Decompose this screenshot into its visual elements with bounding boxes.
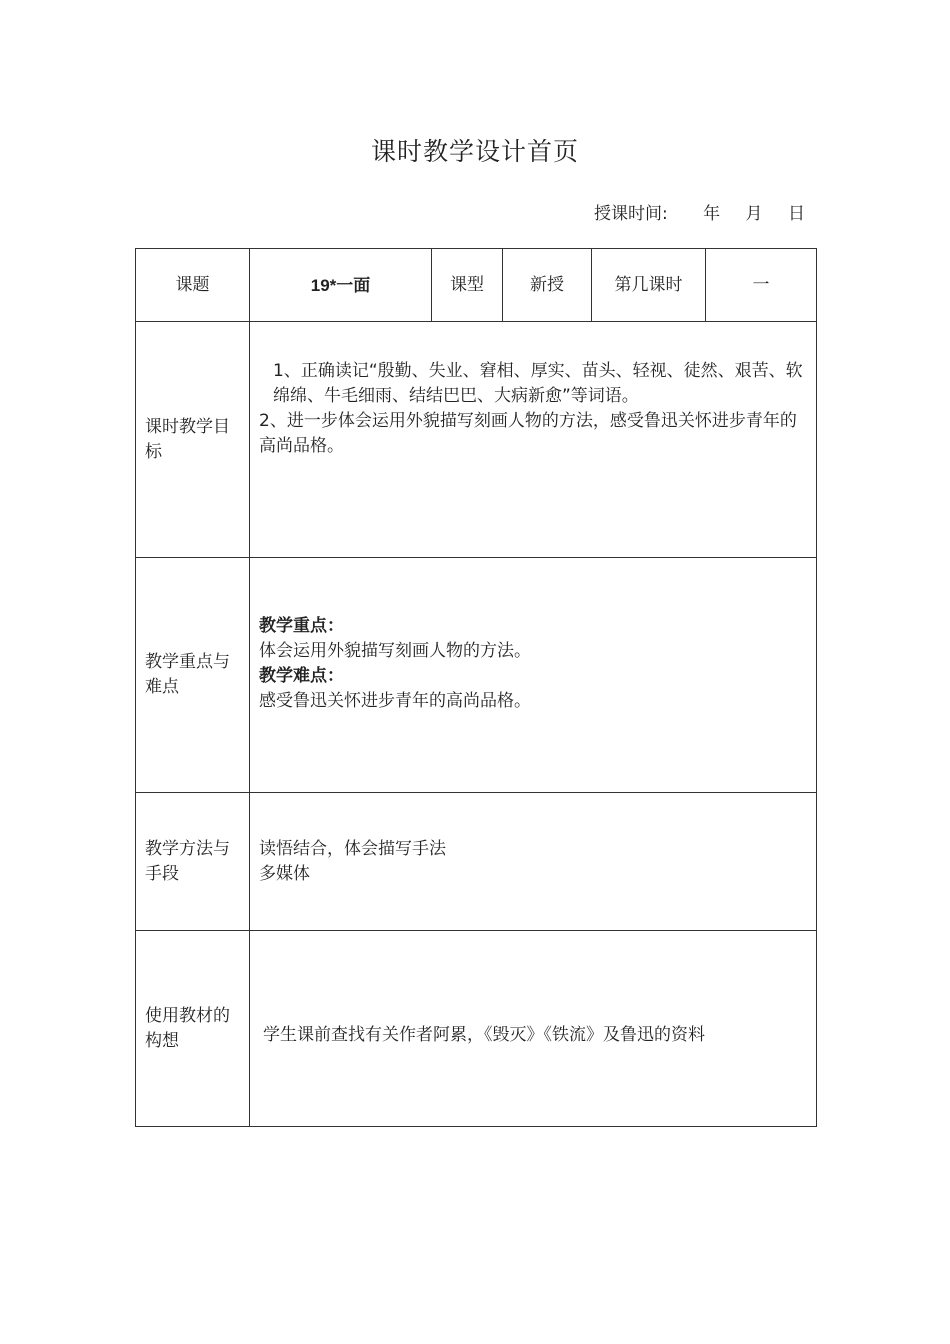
- date-day-unit: 日: [787, 204, 805, 224]
- topic-label: 课题: [136, 249, 250, 322]
- method-line-1: 读悟结合，体会描写手法: [259, 838, 446, 859]
- header-row: [136, 249, 817, 322]
- teaching-date-line: [594, 199, 805, 224]
- methods-content: [250, 793, 817, 931]
- key-points-content: [250, 558, 817, 793]
- period-value: 一: [706, 249, 817, 322]
- date-label: 授课时间:: [594, 204, 668, 224]
- methods-label: 教学方法与手段: [136, 793, 250, 931]
- date-year-unit: 年: [703, 204, 721, 224]
- materials-row: [136, 931, 817, 1127]
- lesson-type-value: 新授: [503, 249, 592, 322]
- method-line-2: 多媒体: [259, 863, 310, 884]
- goals-content: [250, 322, 817, 558]
- period-label: 第几课时: [592, 249, 706, 322]
- focus-heading: 教学重点：: [259, 616, 344, 636]
- goal-line-2: 2、进一步体会运用外貌描写刻画人物的方法，感受鲁迅关怀进步青年的高尚品格。: [259, 410, 797, 456]
- topic-value: 19*一面: [250, 249, 432, 322]
- materials-content: [250, 931, 817, 1127]
- goals-label: 课时教学目标: [136, 322, 250, 558]
- materials-text: 学生课前查找有关作者阿累，《毁灭》《铁流》及鲁迅的资料: [263, 1025, 705, 1045]
- goals-row: [136, 322, 817, 558]
- goal-line-1: 1、正确读记“殷勤、失业、窘相、厚实、苗头、轻视、徒然、艰苦、软绵绵、牛毛细雨、结结巴巴、大病新愈”等词语。: [273, 360, 803, 406]
- date-month-unit: 月: [745, 204, 763, 224]
- methods-row: [136, 793, 817, 931]
- page-title: 课时教学设计首页: [370, 137, 579, 166]
- materials-label: 使用教材的构想: [136, 931, 250, 1127]
- lesson-design-table: [135, 248, 817, 1127]
- difficulty-heading: 教学难点：: [259, 666, 344, 686]
- difficulty-text: 感受鲁迅关怀进步青年的高尚品格。: [259, 691, 531, 711]
- lesson-type-label: 课型: [432, 249, 503, 322]
- focus-text: 体会运用外貌描写刻画人物的方法。: [259, 641, 531, 661]
- key-points-row: [136, 558, 817, 793]
- key-points-label: 教学重点与难点: [136, 558, 250, 793]
